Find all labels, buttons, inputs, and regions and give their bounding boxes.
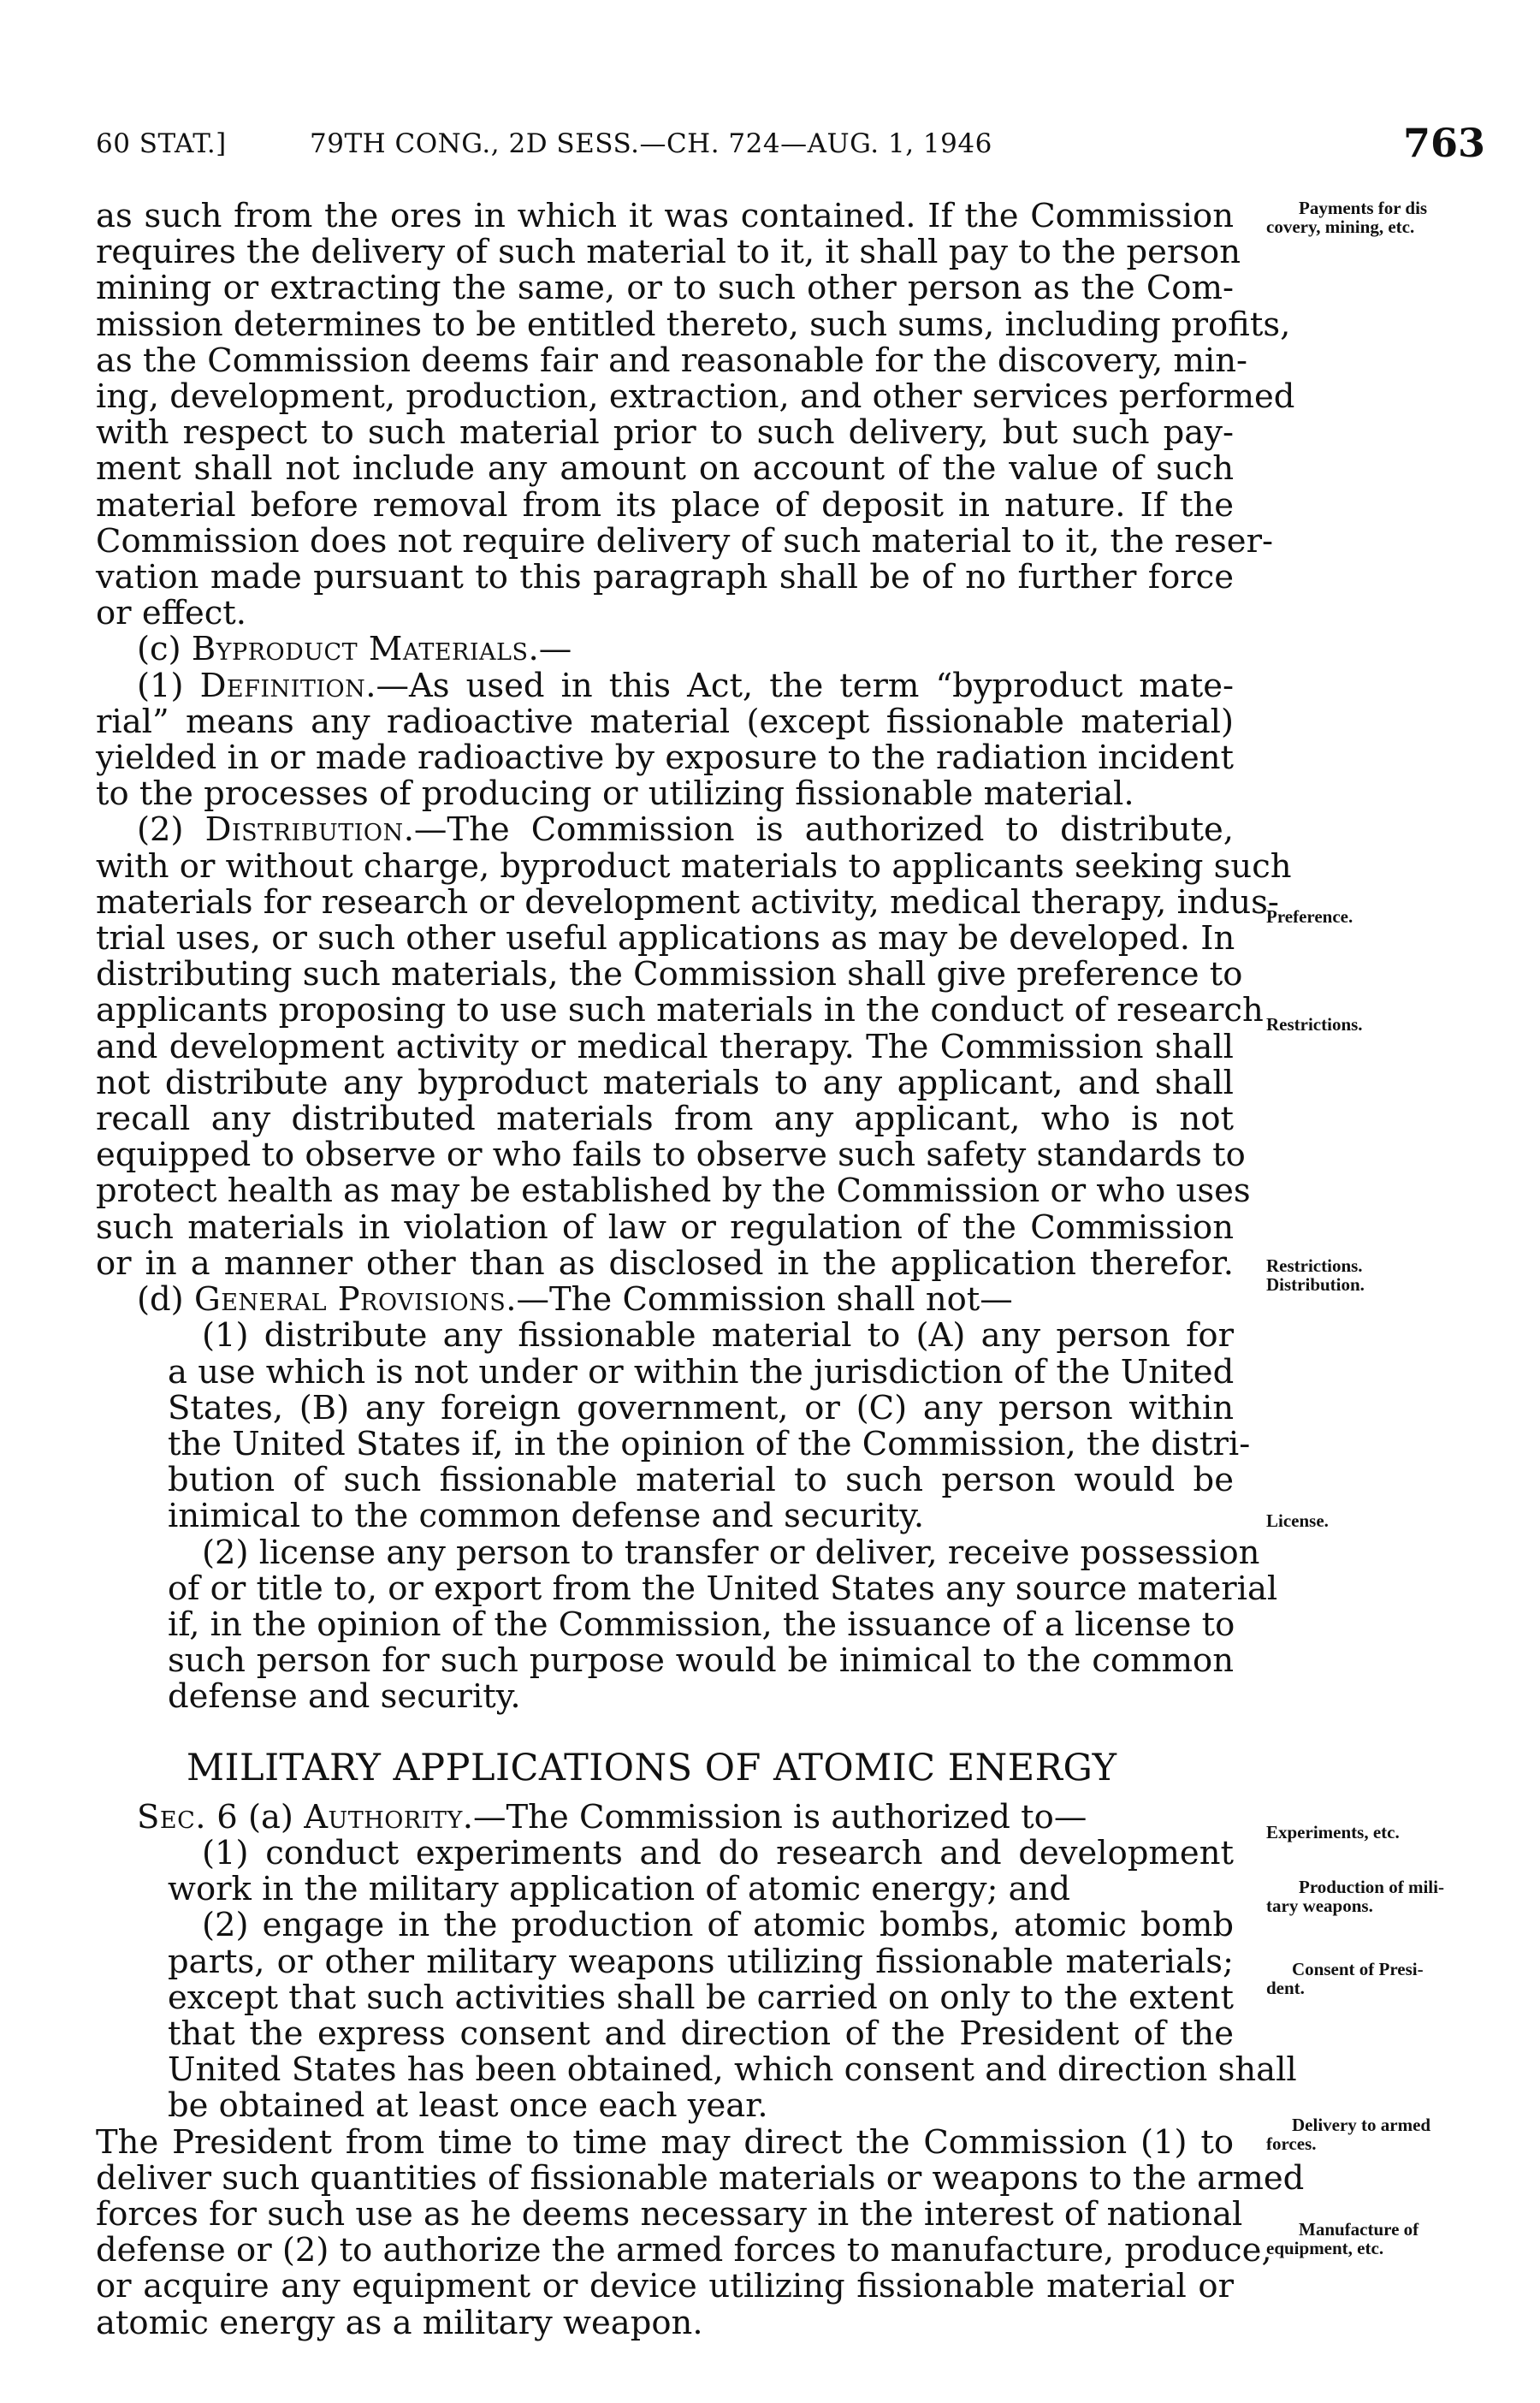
margin-note-restrictions — [1266, 1015, 1506, 1034]
text-line: ment shall not include any amount on account of the value of such — [96, 449, 1234, 489]
margin-note-restrictions-distribution — [1266, 1256, 1506, 1294]
text-line: materials for research or development activity, medical therapy, indus- — [96, 882, 1279, 922]
text-line: (2) license any person to transfer or deliver, receive possession — [202, 1533, 1260, 1572]
text-line: (1) distribute any fissionable material to (A) any person for — [202, 1316, 1234, 1356]
text-line: recall any distributed materials from any applicant, who is not — [96, 1100, 1234, 1139]
margin-note-payments — [1266, 199, 1506, 236]
margin-note-line: Production of mili- — [1299, 1877, 1444, 1897]
section-number: 6 (a) — [205, 1797, 305, 1836]
text-line: distributing such materials, the Commission shall give preference to — [96, 955, 1243, 994]
main-text — [96, 197, 1305, 2342]
subsection-number: (c) — [137, 630, 192, 669]
text-line: with or without charge, byproduct materials to applicants seeking such — [96, 846, 1292, 886]
margin-note-experiments — [1266, 1823, 1506, 1842]
president-paragraph — [96, 2122, 1305, 2342]
text-line: a use which is not under or within the jurisdiction of the United — [168, 1352, 1235, 1391]
margin-note-line: Manufacture of — [1299, 2219, 1419, 2240]
subsection-title: Byproduct Materials — [191, 630, 529, 669]
section-text: .—The Commission is authorized to— — [462, 1797, 1087, 1836]
text-line: forces for such use as he deems necessary in the interest of national — [96, 2194, 1243, 2234]
margin-note-line: tary weapons. — [1266, 1896, 1373, 1916]
margin-note-manufacture — [1266, 2220, 1506, 2258]
subsection-text: .—The Commission shall not— — [506, 1280, 1013, 1320]
text-line: or effect. — [96, 594, 247, 633]
text-line: atomic energy as a military weapon. — [96, 2303, 703, 2342]
text-line: as the Commission deems fair and reasonable for the discovery, min- — [96, 341, 1248, 380]
text-line: The President from time to time may direct the Commission (1) to — [96, 2122, 1234, 2162]
definition-paragraph — [96, 668, 1234, 813]
text-line: defense and security. — [168, 1677, 521, 1717]
spacer — [96, 1716, 1234, 1740]
text-line: defense or (2) to authorize the armed forces to manufacture, produce, — [96, 2231, 1272, 2270]
provision-item-1 — [96, 1316, 1251, 1536]
subsection-heading-byproduct — [96, 632, 1234, 668]
margin-note-preference — [1266, 907, 1506, 926]
text-line: or acquire any equipment or device utilizing fissionable material or — [96, 2267, 1234, 2306]
page-number: 763 — [1402, 120, 1485, 166]
text-line: rial” means any radioactive material (except fissionable material) — [96, 702, 1234, 741]
text-line: of or title to, or export from the United States any source material — [168, 1569, 1278, 1608]
text-line: yielded in or made radioactive by exposure to the radiation incident — [96, 739, 1234, 778]
text-line: deliver such quantities of fissionable materials or weapons to the armed — [96, 2158, 1305, 2198]
item-text: .—As used in this Act, the term “byproduct mate- — [365, 666, 1234, 705]
margin-note-production — [1266, 1878, 1506, 1915]
item-title: Definition — [199, 666, 366, 705]
provision-item-2 — [96, 1533, 1278, 1717]
margin-note-line: forces. — [1266, 2133, 1317, 2154]
text-line: (2) engage in the production of atomic bombs, atomic bomb — [202, 1906, 1234, 1945]
item-number: (1) — [137, 666, 200, 705]
text-line: protect health as may be established by the Commission or who uses — [96, 1172, 1251, 1211]
text-line: mining or extracting the same, or to such other person as the Com- — [96, 269, 1234, 308]
volume-reference: 60 STAT.] — [96, 128, 227, 159]
text-line: bution of such fissionable material to such person would be — [168, 1461, 1234, 1500]
text-line — [96, 812, 1234, 848]
text-line: to the processes of producing or utilizing fissionable material. — [96, 774, 1134, 814]
margin-note-line: Experiments, etc. — [1266, 1822, 1400, 1842]
margin-note-license — [1266, 1511, 1506, 1530]
margin-note-line: License. — [1266, 1510, 1329, 1531]
section-subtitle: Authority — [304, 1797, 463, 1836]
margin-note-delivery — [1266, 2115, 1506, 2153]
text-line: with respect to such material prior to such delivery, but such pay- — [96, 413, 1234, 453]
page-header — [96, 120, 1485, 171]
text-line: United States has been obtained, which consent and direction shall — [168, 2050, 1297, 2090]
text-line: parts, or other military weapons utilizing fissionable materials; — [168, 1942, 1234, 1981]
authority-item-2 — [96, 1906, 1297, 2126]
distribution-paragraph — [96, 810, 1292, 1283]
text-line: the United States if, in the opinion of the Commission, the distri- — [168, 1424, 1251, 1463]
text-line: not distribute any byproduct materials to any applicant, and shall — [96, 1063, 1234, 1102]
text-line: inimical to the common defense and security. — [168, 1497, 925, 1536]
subsection-number: (d) — [137, 1280, 194, 1320]
item-title: Distribution — [204, 810, 404, 850]
text-line: be obtained at least once each year. — [168, 2086, 768, 2126]
authority-item-1 — [96, 1833, 1234, 1909]
text-line: work in the military application of atomic energy; and — [168, 1870, 1071, 1909]
margin-note-consent — [1266, 1960, 1506, 1997]
text-line: if, in the opinion of the Commission, the issuance of a license to — [168, 1605, 1235, 1644]
session-reference: 79TH CONG., 2D SESS.—CH. 724—AUG. 1, 1946 — [310, 128, 992, 159]
margin-note-line: Delivery to armed — [1292, 2115, 1431, 2135]
text-line: Commission does not require delivery of such material to it, the reser- — [96, 521, 1273, 561]
margin-note-line: covery, mining, etc. — [1266, 217, 1415, 237]
paragraph-continuation — [96, 197, 1295, 633]
text-line: mission determines to be entitled thereto, such sums, including profits, — [96, 305, 1291, 344]
item-number: (2) — [137, 810, 205, 850]
section-title: MILITARY APPLICATIONS OF ATOMIC ENERGY — [187, 1746, 1117, 1789]
margin-note-line: dent. — [1266, 1978, 1305, 1998]
text-line: equipped to observe or who fails to observe such safety standards to — [96, 1136, 1246, 1175]
text-line: and development activity or medical therapy. The Commission shall — [96, 1027, 1234, 1066]
text-line: requires the delivery of such material to it, it shall pay to the person — [96, 233, 1241, 272]
margin-note-line: Preference. — [1266, 906, 1353, 927]
text-line: that the express consent and direction of the President of the — [168, 2014, 1234, 2053]
text-line: States, (B) any foreign government, or (C) any person within — [168, 1388, 1234, 1427]
text-line: or in a manner other than as disclosed in the application therefor. — [96, 1243, 1234, 1283]
text-line: as such from the ores in which it was contained. If the Commission — [96, 197, 1234, 235]
margin-note-line: Restrictions. — [1266, 1014, 1363, 1035]
subsection-heading-general — [96, 1282, 1234, 1318]
text-line: such materials in violation of law or regulation of the Commission — [96, 1207, 1234, 1247]
text-line — [96, 668, 1234, 704]
text-line: vation made pursuant to this paragraph shall be of no further force — [96, 558, 1234, 597]
margin-note-line: equipment, etc. — [1266, 2238, 1384, 2258]
heading-dash: .— — [528, 630, 572, 669]
text-line: except that such activities shall be carried on only to the extent — [168, 1978, 1234, 2017]
margin-note-line: Distribution. — [1266, 1274, 1365, 1295]
text-line: material before removal from its place of deposit in nature. If the — [96, 485, 1234, 525]
text-line: applicants proposing to use such materials in the conduct of research — [96, 991, 1264, 1030]
text-line: such person for such purpose would be inimical to the common — [168, 1641, 1234, 1681]
section-label: Sec. — [137, 1797, 206, 1836]
text-line: (1) conduct experiments and do research and development — [202, 1833, 1234, 1872]
text-line: ing, development, production, extraction, and other services performed — [96, 377, 1295, 417]
subsection-title: General Provisions — [193, 1280, 506, 1320]
margin-note-line: Payments for dis — [1299, 198, 1428, 218]
section-6-heading — [96, 1797, 1234, 1836]
margin-note-line: Restrictions. — [1266, 1255, 1363, 1276]
text-line: trial uses, or such other useful applications as may be developed. In — [96, 919, 1235, 958]
item-text: .—The Commission is authorized to distribute, — [403, 810, 1234, 850]
margin-note-line: Consent of Presi- — [1292, 1959, 1424, 1979]
